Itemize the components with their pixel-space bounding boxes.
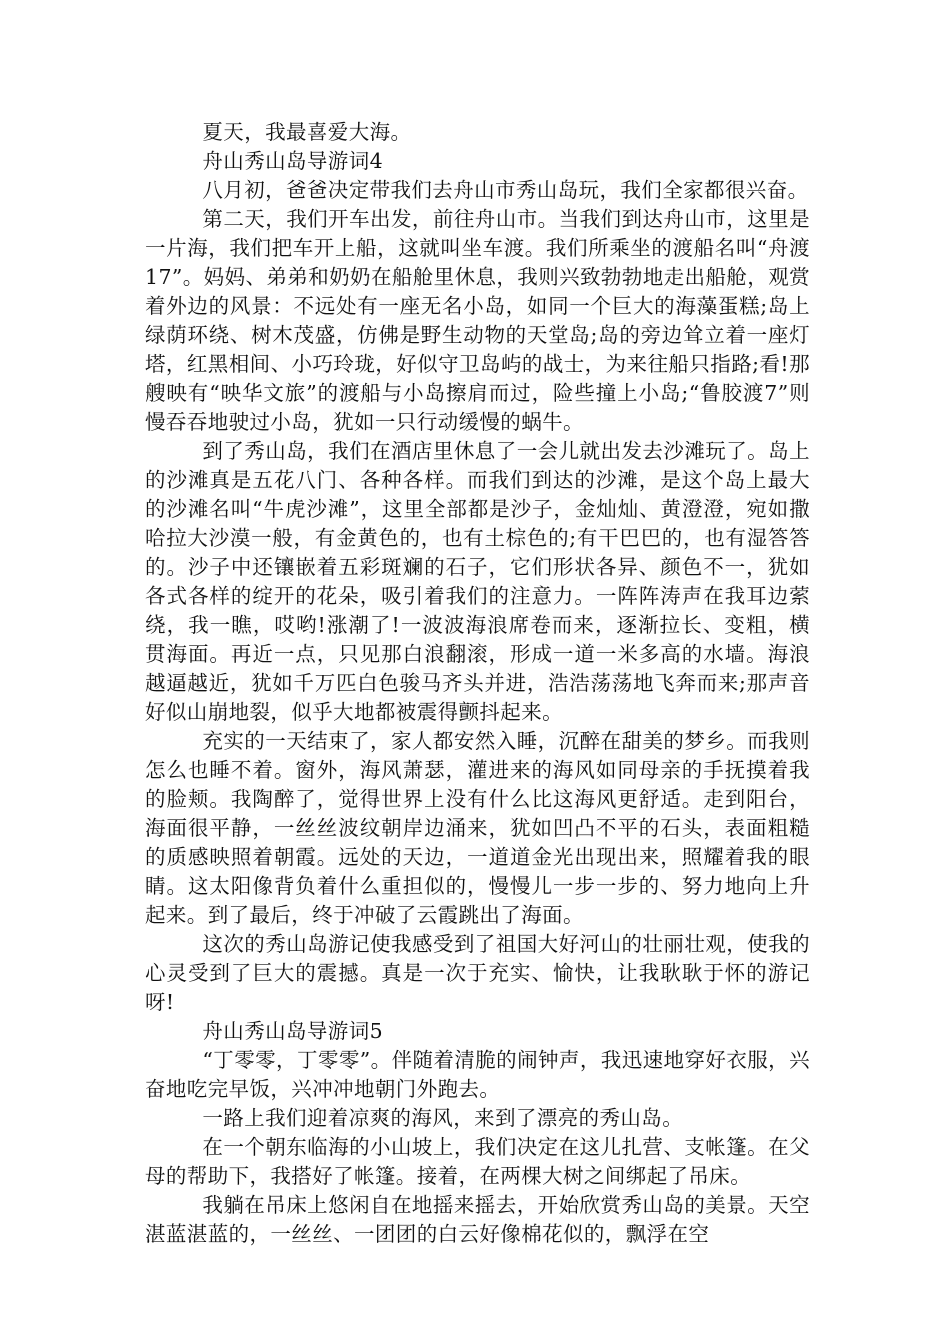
paragraph: 夏天，我最喜爱大海。 bbox=[202, 120, 412, 144]
paragraph: 八月初，爸爸决定带我们去舟山市秀山岛玩，我们全家都很兴奋。 bbox=[202, 178, 809, 202]
paragraph: 到了秀山岛，我们在酒店里休息了一会儿就出发去沙滩玩了。岛上的沙滩真是五花八门、各种各样。而我们到达的沙滩，是这个岛上最大的沙滩名叫“牛虎沙滩”，这里全部都是沙子，金灿灿、黄澄澄，宛如撒哈拉大沙漠一般，有金黄色的，也有土棕色的;有干巴巴的，也有湿答答的。沙子中还镶嵌着五彩斑斓的石子，它们形状各异、颜色不一，犹如各式各样的绽开的花朵，吸引着我们的注意力。一阵阵涛声在我耳边萦绕，我一瞧，哎哟!涨潮了!一波波海浪席卷而来，逐渐拉长、变粗，横贯海面。再近一点，只见那白浪翻滚，形成一道一米多高的水墙。海浪越逼越近，犹如千万匹白色骏马齐头并进，浩浩荡荡地飞奔而来;那声音好似山崩地裂，似乎大地都被震得颤抖起来。 bbox=[145, 439, 810, 724]
section-heading: 舟山秀山岛导游词5 bbox=[202, 1019, 384, 1043]
section-heading: 舟山秀山岛导游词4 bbox=[202, 149, 384, 173]
paragraph: 我躺在吊床上悠闲自在地摇来摇去，开始欣赏秀山岛的美景。天空湛蓝湛蓝的，一丝丝、一团团的白云好像棉花似的，飘浮在空 bbox=[145, 1193, 810, 1246]
paragraph: 在一个朝东临海的小山坡上，我们决定在这儿扎营、支帐篷。在父母的帮助下，我搭好了帐篷。接着，在两棵大树之间绑起了吊床。 bbox=[145, 1135, 810, 1188]
paragraph: 充实的一天结束了，家人都安然入睡，沉醉在甜美的梦乡。而我则怎么也睡不着。窗外，海风萧瑟，灌进来的海风如同母亲的手抚摸着我的脸颊。我陶醉了，觉得世界上没有什么比这海风更舒适。走到阳台，海面很平静，一丝丝波纹朝岸边涌来，犹如凹凸不平的石头，表面粗糙的质感映照着朝霞。远处的天边，一道道金光出现出来，照耀着我的眼睛。这太阳像背负着什么重担似的，慢慢儿一步一步的、努力地向上升起来。到了最后，终于冲破了云霞跳出了海面。 bbox=[145, 729, 810, 927]
paragraph: 一路上我们迎着凉爽的海风，来到了漂亮的秀山岛。 bbox=[202, 1106, 684, 1130]
paragraph: 第二天，我们开车出发，前往舟山市。当我们到达舟山市，这里是一片海，我们把车开上船，这就叫坐车渡。我们所乘坐的渡船名叫“舟渡17”。妈妈、弟弟和奶奶在船舱里休息，我则兴致勃勃地走出船舱，观赏着外边的风景：不远处有一座无名小岛，如同一个巨大的海藻蛋糕;岛上绿荫环绕、树木茂盛，仿佛是野生动物的天堂岛;岛的旁边耸立着一座灯塔，红黑相间、小巧玲珑，好似守卫岛屿的战士，为来往船只指路;看!那艘映有“映华文旅”的渡船与小岛擦肩而过，险些撞上小岛;“鲁胶渡7”则慢吞吞地驶过小岛，犹如一只行动缓慢的蜗牛。 bbox=[145, 207, 810, 434]
document-body bbox=[145, 118, 810, 1249]
paragraph: “丁零零，丁零零”。伴随着清脆的闹钟声，我迅速地穿好衣服，兴奋地吃完早饭，兴冲冲地朝门外跑去。 bbox=[145, 1048, 810, 1101]
paragraph: 这次的秀山岛游记使我感受到了祖国大好河山的壮丽壮观，使我的心灵受到了巨大的震撼。真是一次于充实、愉快，让我耿耿于怀的游记呀! bbox=[145, 932, 810, 1014]
